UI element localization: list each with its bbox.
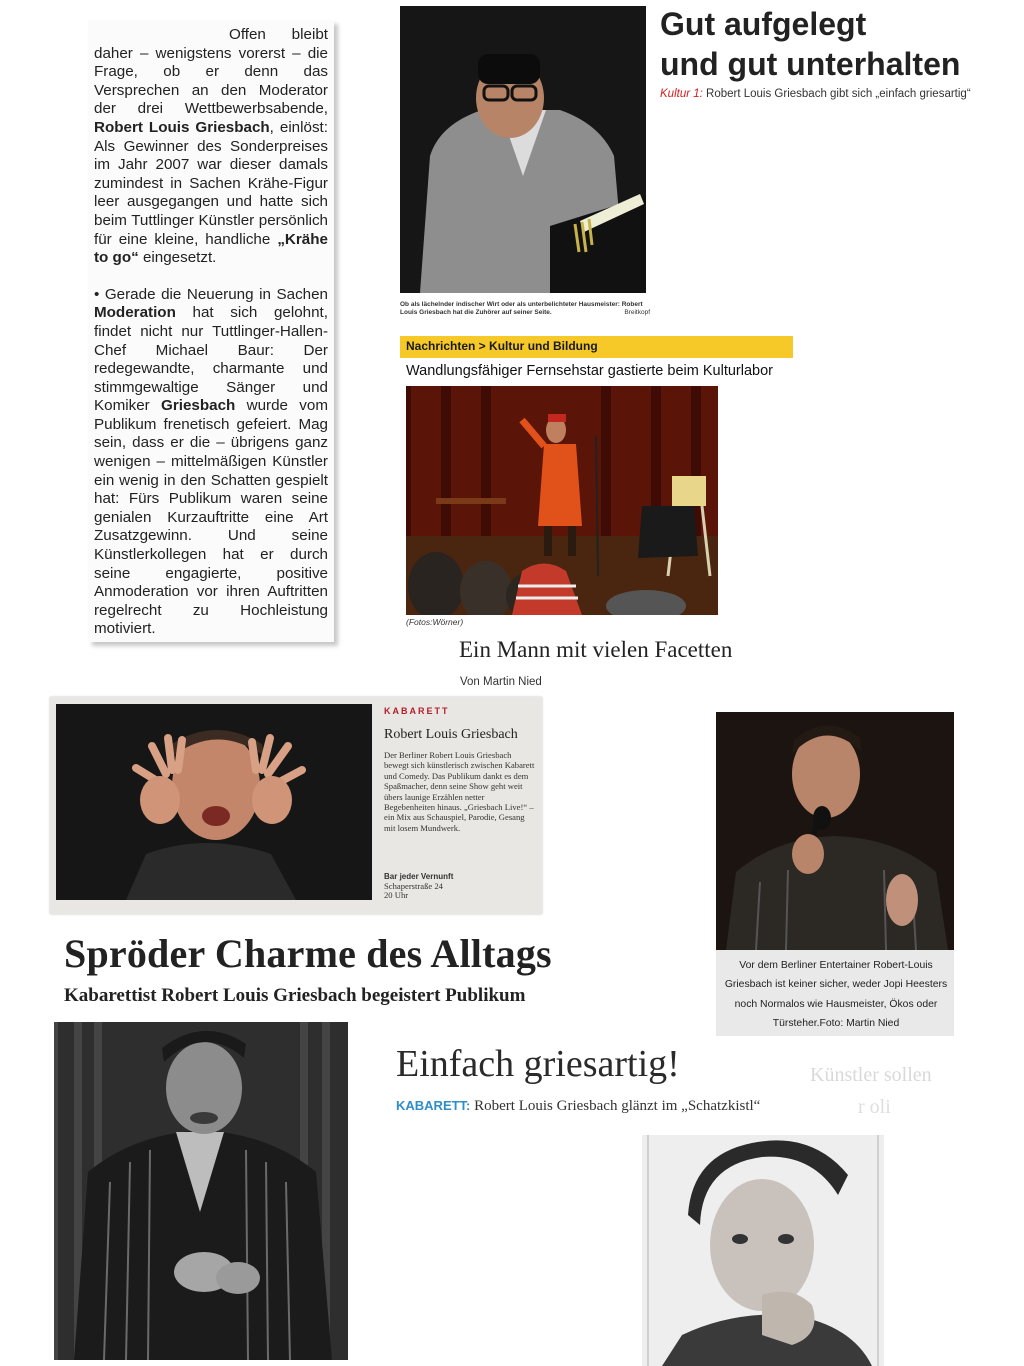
venue-time: 20 Uhr xyxy=(384,890,409,901)
breadcrumb xyxy=(400,336,793,358)
highlighted-word: Moderation xyxy=(94,304,176,322)
show-through-text: Künstler sollen xyxy=(810,1064,932,1086)
einfach-headline: Einfach griesartig! xyxy=(396,1043,680,1085)
highlighted-name: Robert Louis Griesbach xyxy=(94,118,270,136)
kabarett-title: Robert Louis Griesbach xyxy=(384,727,518,742)
article-paragraph-1 xyxy=(94,26,328,268)
caption-text: Ob als lächelnder indischer Wirt oder als unterbelichteter Hausmeister: Robert Louis Griesbach hat die Zuhörer auf seiner Seite. xyxy=(400,301,643,316)
paragraph-text: wurde vom Publikum frenetisch gefeiert. Mag sein, dass er die – übrigens ganz wenigen – mittelmäßigen Künstler ein wenig in den Schatten gespielt hat: Fürs Publikum waren seine genialen Kurzauftritte eine Art Zusatzgewinn. Und seine Künstlerkollegen hat er durch seine engagierte, positive Anmoderation vor ihren Auftritten regelrecht zu Hochleistung motiviert. xyxy=(94,397,328,638)
venue-address: Schaperstraße 24 xyxy=(384,880,443,891)
paragraph-text: • Gerade die Neuerung in Sachen xyxy=(94,285,328,303)
kabarett-body-text: Der Berliner Robert Louis Griesbach bewegt sich künstlerisch zwischen Kabarett und Comedy. Das Publikum dankt es dem Spaßmacher, denn seine Show geht weit übers launige Erzählen netter Begebenheiten hinaus. „Griesbach Live!“ – ein Mix aus Schauspiel, Parodie, Gesang mit losem Mundwerk. xyxy=(384,750,535,833)
photo-striped-jacket-performer xyxy=(54,1022,348,1360)
show-through-text: r oli xyxy=(858,1096,891,1118)
headline-line-2: und gut unterhalten xyxy=(660,46,961,82)
headline-clipping-subtitle xyxy=(660,88,1020,100)
photo-stage-performer xyxy=(406,386,718,615)
photo-caption xyxy=(400,301,650,317)
sproeder-headline: Spröder Charme des Alltags xyxy=(64,931,552,976)
photo-grimace-performer xyxy=(56,704,372,900)
venue-name: Bar jeder Vernunft xyxy=(384,872,454,881)
news-headline: Wandlungsfähiger Fernsehstar gastierte beim Kulturlabor xyxy=(406,363,773,379)
paragraph-text: eingesetzt. xyxy=(142,249,217,267)
headline-line-1: Gut aufgelegt xyxy=(660,6,867,42)
paragraph-text: hat sich gelohnt, findet nicht nur Tuttlinger-Hallen-Chef Michael Baur: Der redegewandte, charmante und stimmgewaltige Sänger und Komiker xyxy=(94,304,328,415)
section-kicker: KABARETT: xyxy=(396,1098,471,1113)
headline-clipping-title xyxy=(660,4,1010,84)
paragraph-text: , einlöst: Als Gewinner des Sonderpreises im Jahr 2007 war dieser damals zumindest in Sachen Krähe-Figur leer ausgegangen und hatte sich beim Tuttlinger Künstler persönlich für eine kleine, handliche xyxy=(94,118,328,248)
kabarett-label: KABARETT xyxy=(384,706,450,716)
article-author: Von Martin Nied xyxy=(460,676,542,688)
photo-thinking-portrait xyxy=(642,1135,884,1366)
subtitle-text: Robert Louis Griesbach gibt sich „einfach griesartig“ xyxy=(706,88,971,100)
highlighted-name: Griesbach xyxy=(161,397,236,415)
article-title: Ein Mann mit vielen Facetten xyxy=(459,637,733,662)
article-paragraph-2 xyxy=(94,286,328,639)
singer-caption: Vor dem Berliner Entertainer Robert-Louis Griesbach ist keiner sicher, weder Jopi Heesters noch Normalos wie Hausmeister, Ökos oder Türsteher.Foto: Martin Nied xyxy=(724,960,948,1030)
photo-singer-microphone xyxy=(716,712,954,950)
einfach-subtitle xyxy=(396,1098,760,1115)
breadcrumb-text: Nachrichten > Kultur und Bildung xyxy=(406,339,598,353)
highlighted-phrase: „Krähe to go“ xyxy=(94,230,328,267)
paragraph-text: Offen bleibt daher – wenigstens vorerst – die Frage, ob er denn das Versprechen an den Moderator der drei Wettbewerbsabende, xyxy=(94,26,328,118)
photo-credit: Breitkopf xyxy=(624,309,650,316)
photo-piano-performer xyxy=(400,6,646,293)
subtitle-text: Robert Louis Griesbach glänzt im „Schatzkistl“ xyxy=(474,1098,761,1114)
kabarett-venue xyxy=(384,872,453,901)
photo-credit: (Fotos:Wörner) xyxy=(406,617,464,627)
article-column-clipping xyxy=(88,20,334,642)
sproeder-subheadline: Kabarettist Robert Louis Griesbach begeistert Publikum xyxy=(64,985,526,1006)
section-kicker: Kultur 1: xyxy=(660,88,703,100)
